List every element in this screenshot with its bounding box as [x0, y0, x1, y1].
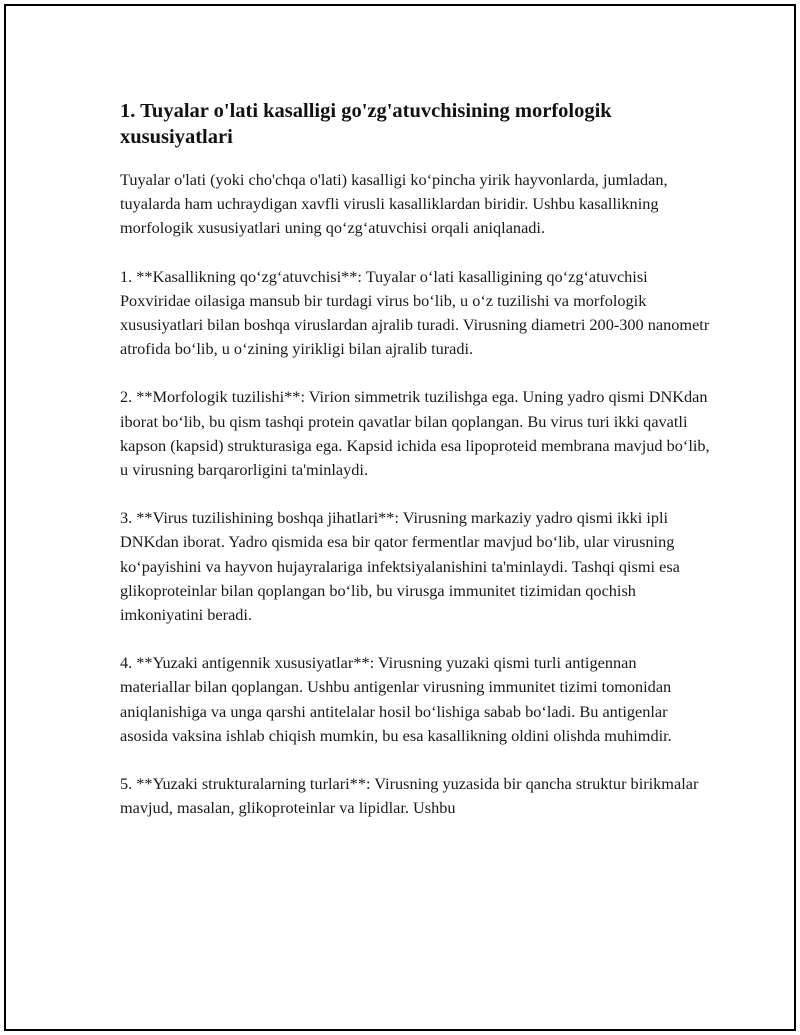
paragraph-surface-structure-types: 5. **Yuzaki strukturalarning turlari**: Virusning yuzasida bir qancha struktur birikmalar mavjud, masalan, glikoproteinlar va lipidlar. Ushbu	[120, 774, 699, 818]
paragraph-morphological-structure: 2. **Morfologik tuzilishi**: Virion simmetrik tuzilishga ega. Uning yadro qismi DNKdan iborat bo‘lib, bu qism tashqi protein qavatlar bilan qoplangan. Bu virus turi ikki qavatli kapson (kapsid) strukturasiga ega. Kapsid ichida esa lipoproteid membrana mavjud bo‘lib, u virusning barqarorligini ta'minlaydi.	[120, 387, 710, 480]
paragraph-causative-agent: 1. **Kasallikning qo‘zg‘atuvchisi**: Tuyalar o‘lati kasalligining qo‘zg‘atuvchisi Poxviridae oilasiga mansub bir turdagi virus bo‘lib, u o‘z tuzilishi va morfologik xususiyatlari bilan boshqa viruslardan ajralib turadi. Virusning diametri 200-300 nanometr atrofida bo‘lib, u o‘zining yirikligi bilan ajralib turadi.	[120, 266, 710, 359]
paragraph-surface-antigenic-properties: 4. **Yuzaki antigennik xususiyatlar**: Virusning yuzaki qismi turli antigennan materiallar bilan qoplangan. Ushbu antigenlar virusning immunitet tizimi tomonidan aniqlanishiga va unga qarshi antitelalar hosil bo‘lishiga sabab bo‘ladi. Bu antigenlar asosida vaksina ishlab chiqish mumkin, bu esa kasallikning oldini olishda muhimdir.	[120, 653, 672, 745]
paragraph-virus-structure-aspects: 3. **Virus tuzilishining boshqa jihatlari**: Virusning markaziy yadro qismi ikki ipli DNKdan iborat. Yadro qismida esa bir qator fermentlar mavjud bo‘lib, ular virusning ko‘payishini va hayvon hujayralariga infektsiyalanishini ta'minlaydi. Tashqi qismi esa glikoproteinlar bilan qoplangan bo‘lib, bu virusga immunitet tizimidan qochish imkoniyatini beradi.	[120, 508, 680, 625]
document-body	[120, 98, 710, 844]
document-title: 1. Tuyalar o'lati kasalligi go'zg'atuvchisining morfologik xususiyatlari	[120, 100, 612, 148]
intro-paragraph: Tuyalar o'lati (yoki cho'chqa o'lati) kasalligi ko‘pincha yirik hayvonlarda, jumladan, tuyalarda ham uchraydigan xavfli virusli kasalliklardan biridir. Ushbu kasallikning morfologik xususiyatlari uning qo‘zg‘atuvchisi orqali aniqlanadi.	[120, 170, 668, 238]
page-frame	[4, 4, 796, 1031]
